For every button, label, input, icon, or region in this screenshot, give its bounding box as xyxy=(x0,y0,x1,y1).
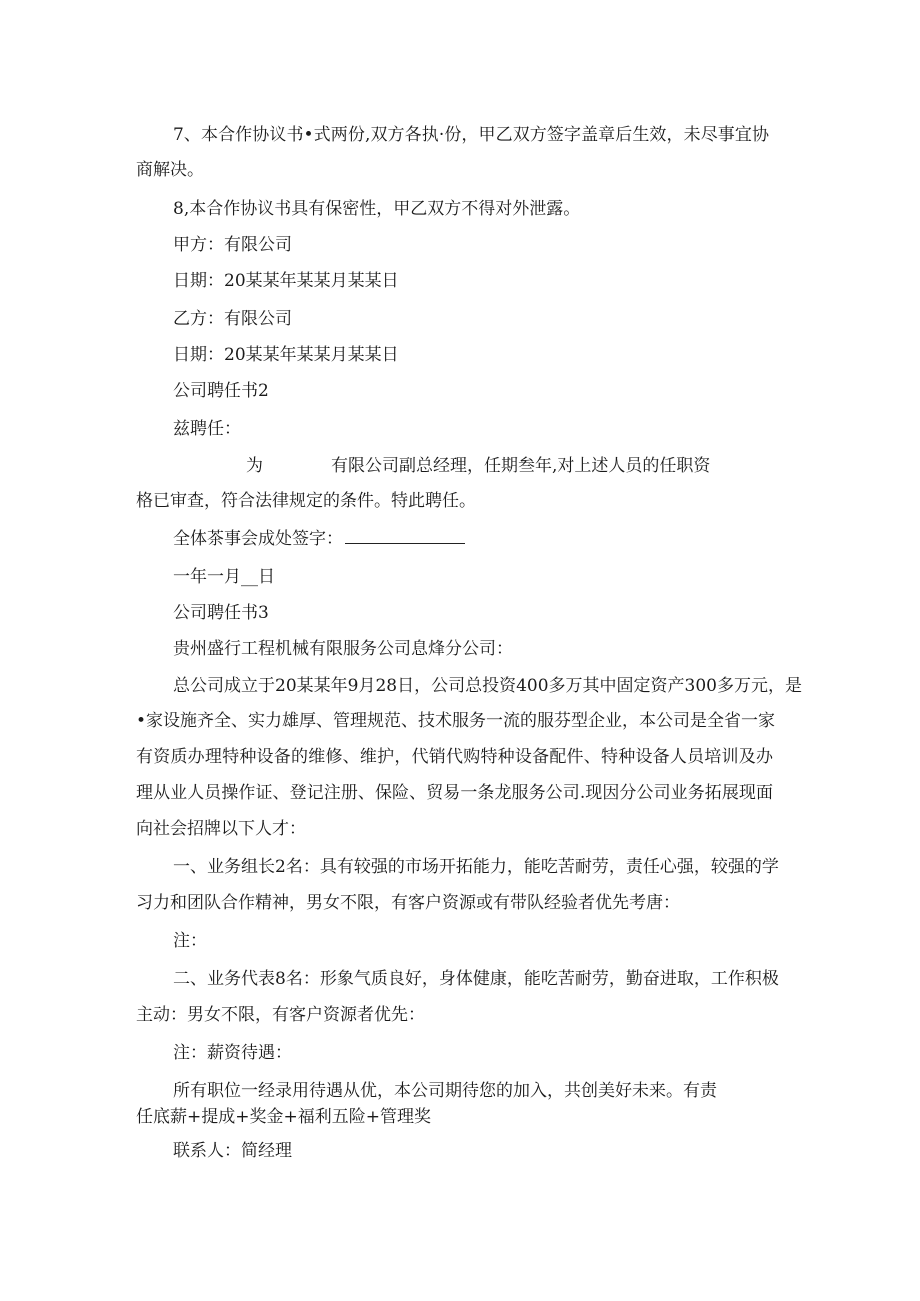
text-line: 商解决。 xyxy=(136,160,204,180)
text-line: 习力和团队合作精神，男女不限，有客户资源或有带队经验者优先考唐： xyxy=(136,893,680,913)
text-line: 8,本合作协议书具有保密性，甲乙双方不得对外泄露。 xyxy=(173,199,581,219)
text-line: 兹聘任： xyxy=(173,419,241,439)
text-line: 有限公司副总经理，任期叁年,对上述人员的任职资 xyxy=(331,456,711,476)
text-line: 所有职位一经录用待遇从优，本公司期待您的加入，共创美好未来。有责 xyxy=(173,1081,717,1101)
text-line: 任底薪+提成+奖金+福利五险+管理奖 xyxy=(136,1107,431,1127)
text-line: 甲方：有限公司 xyxy=(173,235,292,255)
text-line: 二、业务代表8名：形象气质良好，身体健康，能吃苦耐劳，勤奋进取，工作积极 xyxy=(173,969,779,989)
text-line: 注： xyxy=(173,931,207,951)
section-heading: 公司聘任书2 xyxy=(173,381,269,401)
signature-blank-line xyxy=(345,543,465,544)
text-line: 注：薪资待遇： xyxy=(173,1043,292,1063)
text-line: 日期：20某某年某某月某某日 xyxy=(173,271,399,291)
text-line: 格已审查，符合法律规定的条件。特此聘任。 xyxy=(136,491,476,511)
text-line: •家设施齐全、实力雄厚、管理规范、技术服务一流的服芬型企业，本公司是全省一家 xyxy=(136,711,776,731)
text-line: 有资质办理特种设备的维修、维护，代销代购特种设备配件、特种设备人员培训及办 xyxy=(136,747,773,767)
section-heading: 公司聘任书3 xyxy=(173,603,269,623)
contact-line: 联系人：简经理 xyxy=(173,1141,292,1161)
text-line: 7、本合作协议书•式两份,双方各执·份，甲乙双方签字盖章后生效，未尽事宜协 xyxy=(173,125,769,145)
text-line: 理从业人员操作证、登记注册、保险、贸易一条龙服务公司.现因分公司业务拓展现面 xyxy=(136,783,773,803)
addressee-line: 贵州盛行工程机械有限服务公司息烽分公司： xyxy=(173,639,513,659)
signature-label: 全体茶事会成处签字： xyxy=(173,529,343,549)
text-line: 日期：20某某年某某月某某日 xyxy=(173,345,399,365)
text-line: 主动：男女不限，有客户资源者优先： xyxy=(136,1005,425,1025)
text-line: 乙方：有限公司 xyxy=(173,309,292,329)
text-line: 为 xyxy=(246,456,263,476)
text-line: 向社会招牌以下人才： xyxy=(136,819,306,839)
text-line: 总公司成立于20某某年9月28日，公司总投资400多万其中固定资产300多万元，是 xyxy=(173,676,802,696)
date-line: 一年一月__日 xyxy=(173,567,275,587)
text-line: 一、业务组长2名：具有较强的市场开拓能力，能吃苦耐劳，责任心强，较强的学 xyxy=(173,857,779,877)
